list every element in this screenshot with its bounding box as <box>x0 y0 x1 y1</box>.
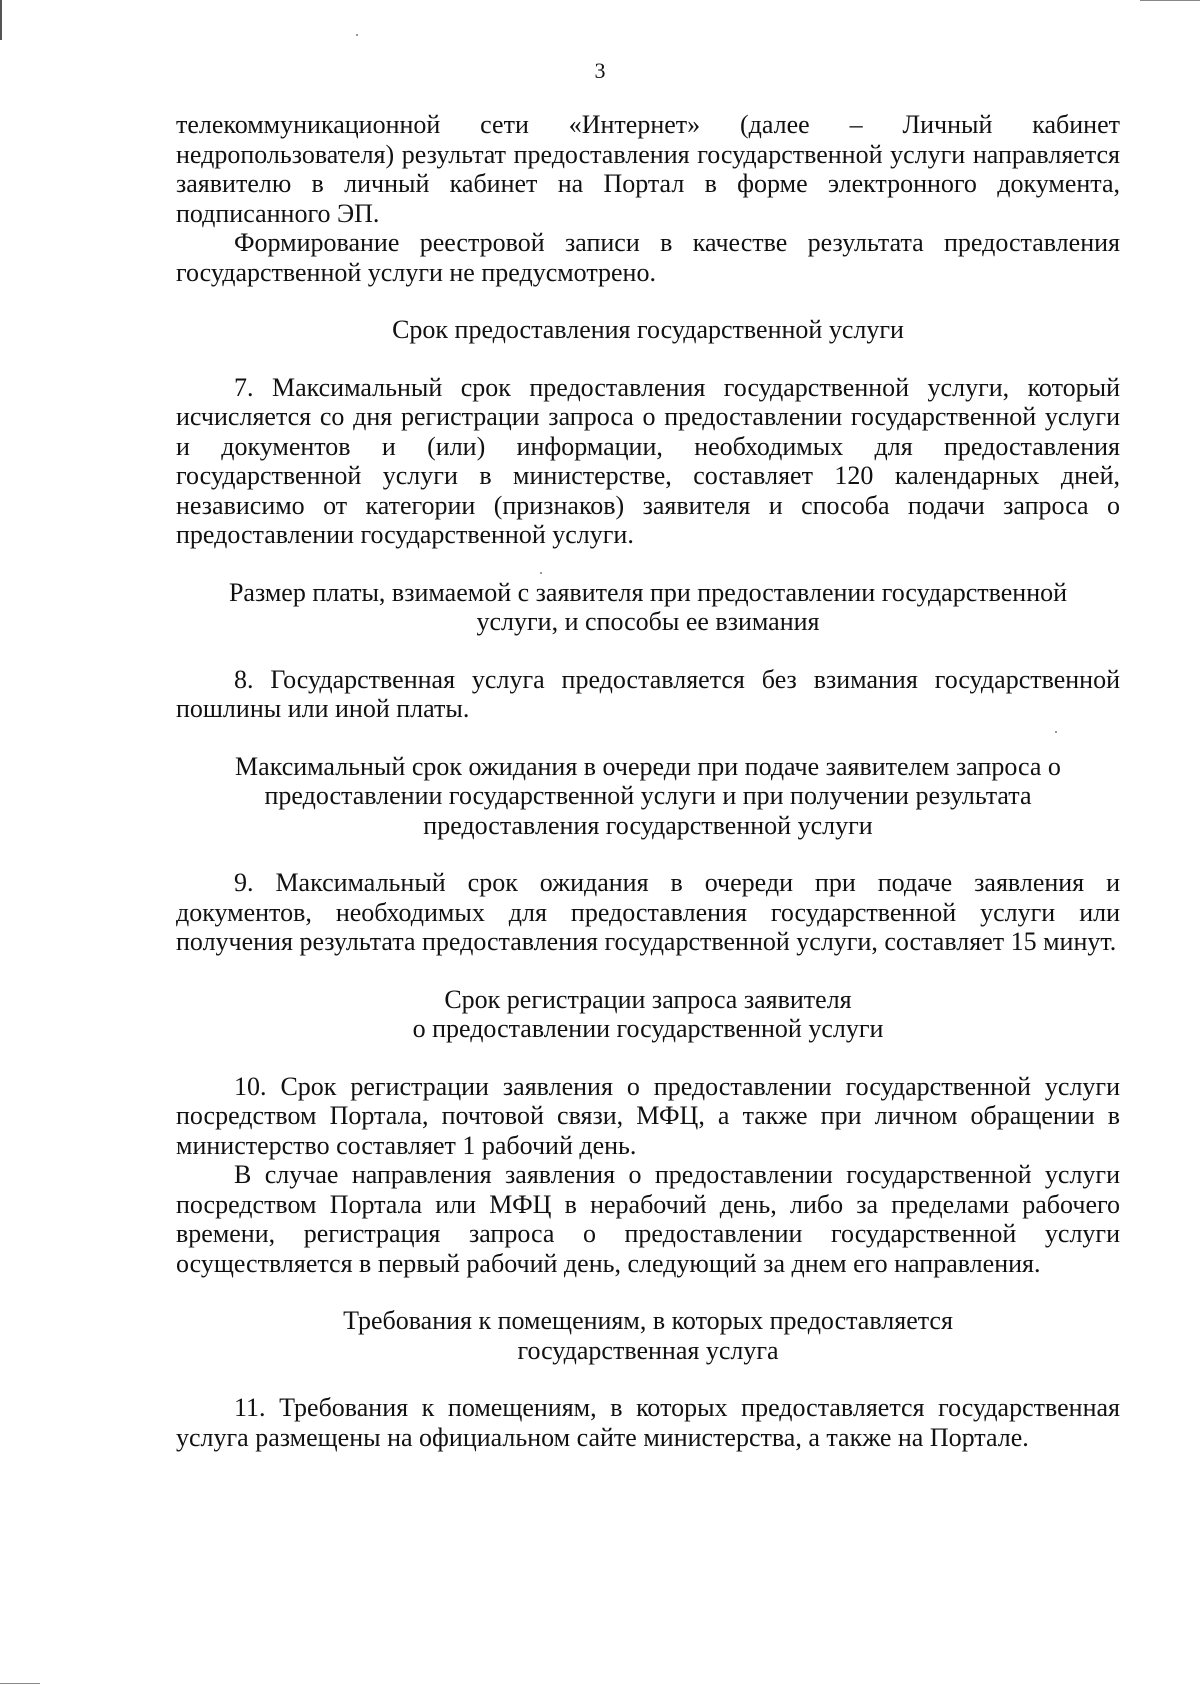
scan-speck <box>356 34 358 36</box>
paragraph-10-continuation: В случае направления заявления о предоставлении государственной услуги посредством Портала или МФЦ в нерабочий день, либо за пределами рабочего времени, регистрация запроса о предоставлении государственной услуги осуществляется в первый рабочий день, следующий за днем его направления. <box>176 1160 1120 1278</box>
heading-premises-line-2: государственная услуга <box>517 1335 779 1365</box>
scan-edge-right <box>1140 0 1200 1</box>
paragraph-intro-continuation: телекоммуникационной сети «Интернет» (далее – Личный кабинет недропользователя) результат предоставления государственной услуги направляется заявителю в личный кабинет на Портал в форме электронного документа, подписанного ЭП. <box>176 110 1120 228</box>
document-body <box>176 110 1120 1452</box>
heading-registration-line-1: Срок регистрации запроса заявителя <box>444 984 852 1014</box>
paragraph-7: 7. Максимальный срок предоставления государственной услуги, который исчисляется со дня регистрации запроса о предоставлении государственной услуги и документов и (или) информации, необходимых для предоставления государственной услуги в министерстве, составляет 120 календарных дней, независимо от категории (признаков) заявителя и способа подачи запроса о предоставлении государственной услуги. <box>176 372 1120 549</box>
scan-edge-bottom <box>0 1683 40 1684</box>
scan-speck <box>1055 731 1057 733</box>
heading-queue-line-3: предоставления государственной услуги <box>423 810 873 840</box>
heading-fee-line-2: услуги, и способы ее взимания <box>476 607 820 636</box>
paragraph-9: 9. Максимальный срок ожидания в очереди при подаче заявления и документов, необходимых для предоставления государственной услуги или получения результата предоставления государственной услуги, составляет 15 минут. <box>176 868 1120 956</box>
heading-fee-line-1: Размер платы, взимаемой с заявителя при предоставлении государственной <box>228 577 1068 607</box>
paragraph-11: 11. Требования к помещениям, в которых предоставляется государственная услуга размещены на официальном сайте министерства, а также на Портале. <box>176 1393 1120 1452</box>
page-number: 3 <box>594 58 606 83</box>
scan-speck <box>540 572 542 574</box>
heading-queue-line-1: Максимальный срок ожидания в очереди при подаче заявителем запроса о <box>235 751 1061 781</box>
paragraph-8: 8. Государственная услуга предоставляется без взимания государственной пошлины или иной платы. <box>176 664 1120 723</box>
heading-queue-line-2: предоставлении государственной услуги и при получении результата <box>264 781 1032 810</box>
heading-registration-line-2: о предоставлении государственной услуги <box>412 1014 884 1043</box>
paragraph-registry-record: Формирование реестровой записи в качестве результата предоставления государственной услуги не предусмотрено. <box>176 228 1120 287</box>
scan-edge-left <box>0 0 2 40</box>
heading-service-term: Срок предоставления государственной услуги <box>392 315 904 344</box>
paragraph-10: 10. Срок регистрации заявления о предоставлении государственной услуги посредством Портала, почтовой связи, МФЦ, а также при личном обращении в министерство составляет 1 рабочий день. <box>176 1071 1120 1160</box>
heading-premises-line-1: Требования к помещениям, в которых предоставляется <box>343 1306 953 1335</box>
